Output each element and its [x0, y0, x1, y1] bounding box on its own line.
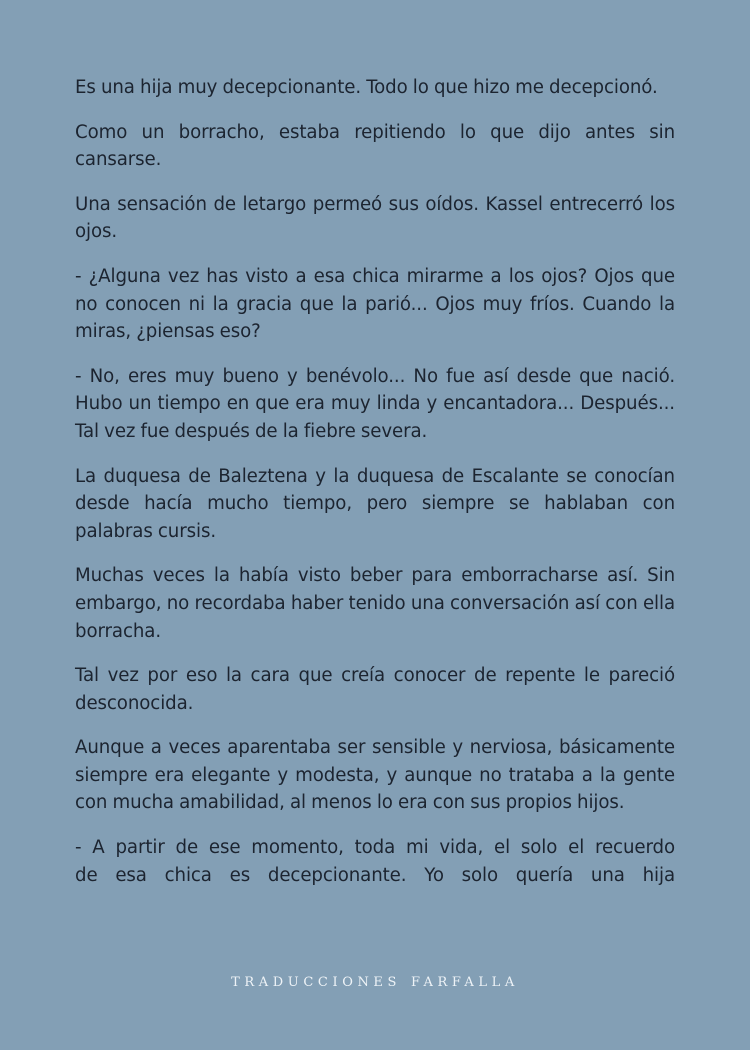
- paragraph: Aunque a veces aparentaba ser sensible y nerviosa, básicamente siempre era elegante y modesta, y aunque no trataba a la gente con mucha amabilidad, al menos lo era con sus propios hijos.: [75, 737, 675, 814]
- paragraph: La duquesa de Baleztena y la duquesa de Escalante se conocían desde hacía mucho tiempo, pero siempre se hablaban con palabras cursis.: [75, 465, 675, 542]
- footer-word: FARFALLA: [411, 975, 519, 990]
- text-line: de esa chica es decepcionante. Yo solo quería una hija: [75, 864, 675, 886]
- page-footer-credit: [0, 975, 750, 990]
- dialogue-paragraph-truncated: [75, 834, 675, 889]
- footer-word: TRADUCCIONES: [231, 975, 402, 990]
- dialogue-paragraph: - No, eres muy bueno y benévolo... No fue así desde que nació. Hubo un tiempo en que era muy linda y encantadora... Después... Tal vez fue después de la fiebre severa.: [75, 365, 675, 442]
- text-line: - A partir de ese momento, toda mi vida, el solo el recuerdo: [75, 837, 675, 859]
- paragraph: Como un borracho, estaba repitiendo lo que dijo antes sin cansarse.: [75, 121, 675, 171]
- paragraph: Una sensación de letargo permeó sus oídos. Kassel entrecerró los ojos.: [75, 193, 675, 243]
- paragraph: Muchas veces la había visto beber para emborracharse así. Sin embargo, no recordaba haber tenido una conversación así con ella borracha.: [75, 565, 675, 642]
- paragraph: Es una hija muy decepcionante. Todo lo que hizo me decepcionó.: [75, 77, 658, 98]
- document-page: [75, 74, 675, 906]
- paragraph: Tal vez por eso la cara que creía conocer de repente le pareció desconocida.: [75, 665, 675, 714]
- dialogue-paragraph: - ¿Alguna vez has visto a esa chica mirarme a los ojos? Ojos que no conocen ni la gracia que la parió... Ojos muy fríos. Cuando la miras, ¿piensas eso?: [75, 265, 675, 343]
